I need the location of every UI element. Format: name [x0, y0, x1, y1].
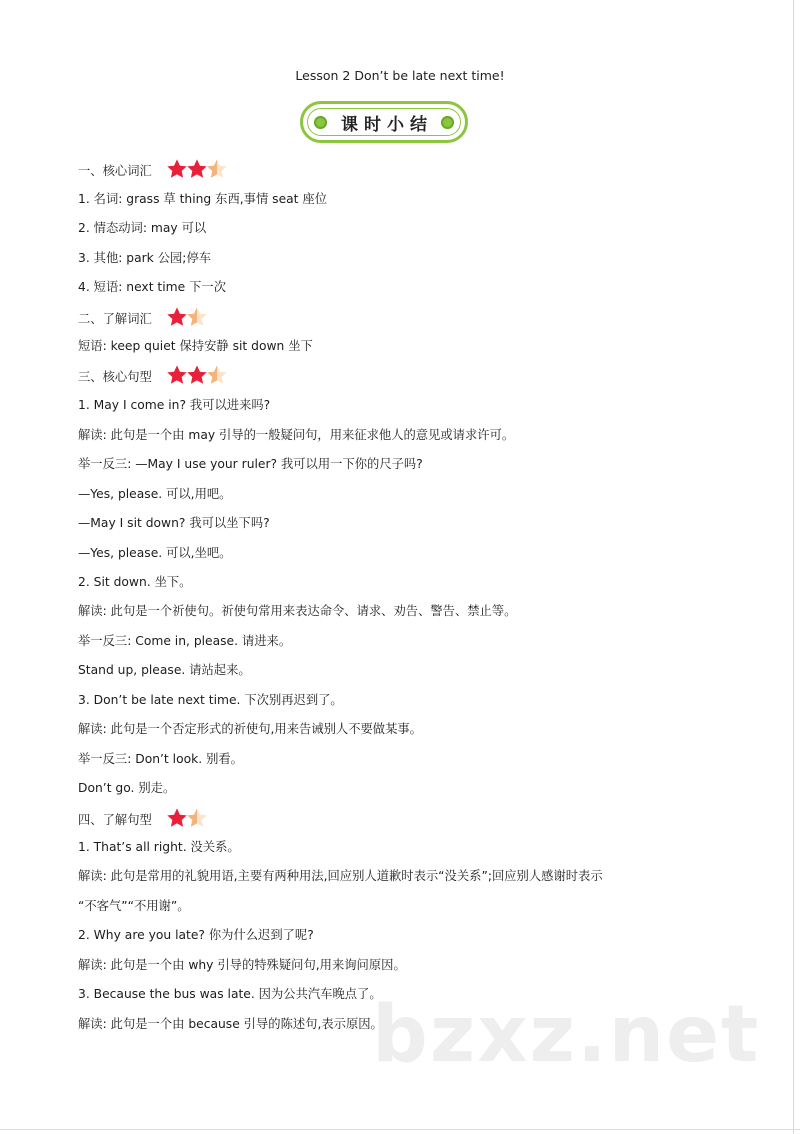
summary-badge: [300, 101, 468, 143]
star-icon: [166, 364, 188, 386]
text-line: —May I sit down? 我可以坐下吗?: [78, 516, 270, 530]
lesson-title: Lesson 2 Don’t be late next time!: [295, 68, 505, 83]
text-line: 1. May I come in? 我可以进来吗?: [78, 398, 271, 412]
right-dot-icon: [441, 116, 454, 129]
text-line: 2. Sit down. 坐下。: [78, 575, 192, 589]
text-line: 1. 名词: grass 草 thing 东西,事情 seat 座位: [78, 192, 327, 206]
text-line: 解读: 此句是一个由 may 引导的一般疑问句，用来征求他人的意见或请求许可。: [78, 428, 515, 442]
text-line: 解读: 此句是一个由 because 引导的陈述句,表示原因。: [78, 1017, 383, 1031]
watermark: bzxz.net: [372, 990, 761, 1080]
half-star-icon: [186, 807, 208, 829]
half-star-icon: [186, 306, 208, 328]
text-line: 解读: 此句是一个由 why 引导的特殊疑问句,用来询问原因。: [78, 958, 406, 972]
text-line: 举一反三: Come in, please. 请进来。: [78, 634, 292, 648]
star-icon: [186, 158, 208, 180]
section-heading-text: 三、核心句型: [78, 370, 152, 384]
text-line: 3. 其他: park 公园;停车: [78, 251, 212, 265]
star-icon: [166, 158, 188, 180]
text-line: Stand up, please. 请站起来。: [78, 663, 251, 677]
rating-stars: [166, 807, 206, 829]
text-line: 举一反三: Don’t look. 别看。: [78, 752, 243, 766]
half-star-icon: [206, 364, 228, 386]
text-line: 2. Why are you late? 你为什么迟到了呢?: [78, 928, 314, 942]
text-line: 3. Because the bus was late. 因为公共汽车晚点了。: [78, 987, 382, 1001]
badge-text: 课时小结: [341, 114, 433, 135]
text-line: 2. 情态动词: may 可以: [78, 221, 207, 235]
half-star-icon: [206, 158, 228, 180]
text-line: 解读: 此句是常用的礼貌用语,主要有两种用法,回应别人道歉时表示“没关系”;回应别人感谢时表示: [78, 869, 603, 883]
section-heading-text: 四、了解句型: [78, 813, 152, 827]
section-heading-core-vocab: [78, 160, 226, 182]
page-bottom-edge: [0, 1129, 800, 1130]
text-line: —Yes, please. 可以,坐吧。: [78, 546, 232, 560]
text-line: 4. 短语: next time 下一次: [78, 280, 227, 294]
section-heading-basic-vocab: [78, 308, 206, 330]
text-line: 1. That’s all right. 没关系。: [78, 840, 240, 854]
text-line: 解读: 此句是一个祈使句。祈使句常用来表达命令、请求、劝告、警告、禁止等。: [78, 604, 517, 618]
page-edge: [793, 0, 794, 1134]
section-heading-core-sentences: [78, 366, 226, 388]
left-dot-icon: [314, 116, 327, 129]
rating-stars: [166, 364, 226, 386]
text-line: 3. Don’t be late next time. 下次别再迟到了。: [78, 693, 343, 707]
star-icon: [186, 364, 208, 386]
text-line: 举一反三: —May I use your ruler? 我可以用一下你的尺子吗?: [78, 457, 423, 471]
text-line: —Yes, please. 可以,用吧。: [78, 487, 232, 501]
section-heading-text: 一、核心词汇: [78, 164, 152, 178]
section-heading-basic-sentences: [78, 809, 206, 831]
text-line: 短语: keep quiet 保持安静 sit down 坐下: [78, 339, 313, 353]
section-heading-text: 二、了解词汇: [78, 312, 152, 326]
star-icon: [166, 306, 188, 328]
rating-stars: [166, 306, 206, 328]
text-line: “不客气”“不用谢”。: [78, 899, 190, 913]
star-icon: [166, 807, 188, 829]
rating-stars: [166, 158, 226, 180]
text-line: Don’t go. 别走。: [78, 781, 176, 795]
text-line: 解读: 此句是一个否定形式的祈使句,用来告诫别人不要做某事。: [78, 722, 422, 736]
